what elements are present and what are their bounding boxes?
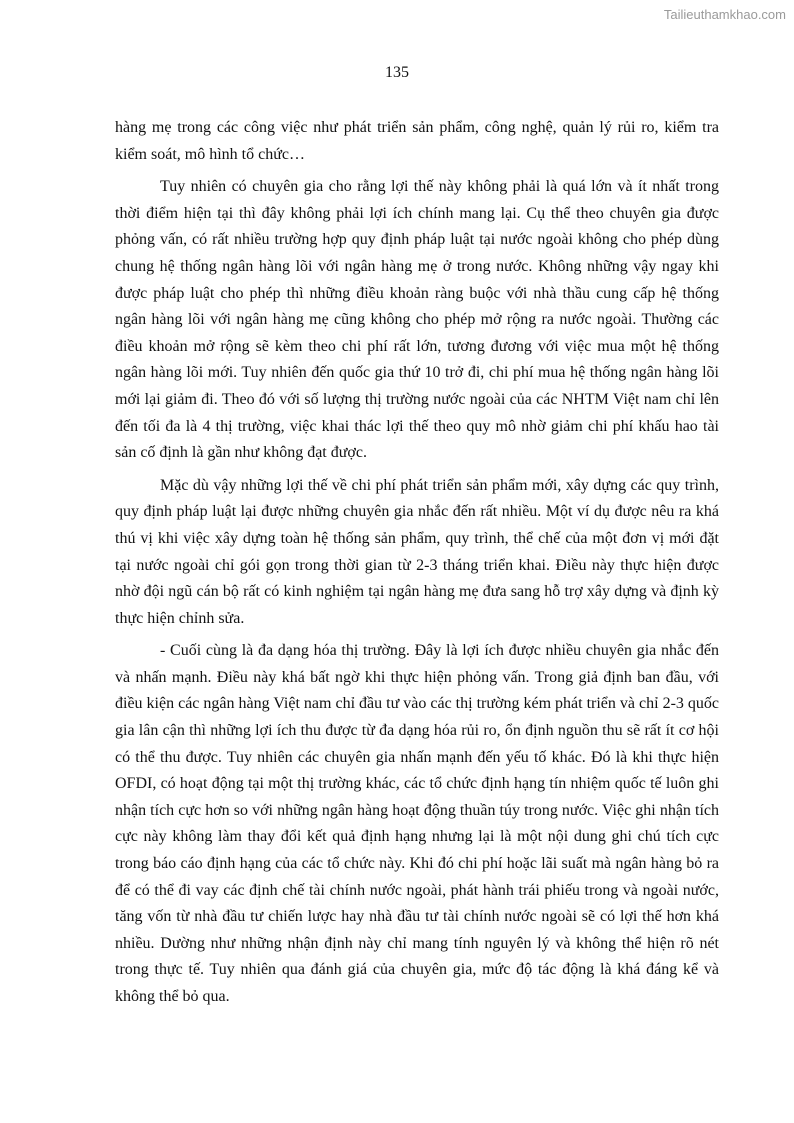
document-body bbox=[115, 115, 719, 1017]
page-number: 135 bbox=[385, 64, 409, 81]
paragraph-continuation: hàng mẹ trong các công việc như phát triển sản phẩm, công nghệ, quản lý rủi ro, kiểm tra kiểm soát, mô hình tổ chức… bbox=[115, 119, 719, 163]
paragraph: - Cuối cùng là đa dạng hóa thị trường. Đây là lợi ích được nhiều chuyên gia nhắc đến và nhấn mạnh. Điều này khá bất ngờ khi thực hiện phỏng vấn. Trong giả định ban đầu, với điều kiện các ngân hàng Việt nam chỉ đầu tư vào các thị trường kém phát triển và chỉ 2-3 quốc gia lân cận thì những lợi ích thu được từ đa dạng hóa rủi ro, ổn định nguồn thu sẽ rất ít cơ hội có thể thu được. Tuy nhiên các chuyên gia nhấn mạnh đến yếu tố khác. Đó là khi thực hiện OFDI, có hoạt động tại một thị trường khác, các tổ chức định hạng tín nhiệm quốc tế luôn ghi nhận tích cực hơn so với những ngân hàng hoạt động thuần túy trong nước. Việc ghi nhận tích cực này không làm thay đổi kết quả định hạng nhưng lại là một nội dung ghi chú tích cực trong báo cáo định hạng của các tổ chức này. Khi đó chi phí hoặc lãi suất mà ngân hàng bỏ ra để có thể đi vay các định chế tài chính nước ngoài, phát hành trái phiếu trong và ngoài nước, tăng vốn từ nhà đầu tư chiến lược hay nhà đầu tư tài chính nước ngoài sẽ có lợi thế hơn khá nhiều. Dường như những nhận định này chỉ mang tính nguyên lý và không thể hiện rõ nét trong thực tế. Tuy nhiên qua đánh giá của chuyên gia, mức độ tác động là khá đáng kể và không thể bỏ qua. bbox=[115, 642, 719, 1005]
watermark: Tailieuthamkhao.com bbox=[663, 7, 786, 22]
paragraph: Mặc dù vậy những lợi thế về chi phí phát triển sản phẩm mới, xây dựng các quy trình, quy định pháp luật lại được những chuyên gia nhắc đến rất nhiều. Một ví dụ được nêu ra khá thú vị khi việc xây dựng toàn hệ thống sản phẩm, quy trình, thể chế của một đơn vị mới đặt tại nước ngoài chỉ gói gọn trong thời gian từ 2-3 tháng triển khai. Điều này thực hiện được nhờ đội ngũ cán bộ rất có kinh nghiệm tại ngân hàng mẹ đưa sang hỗ trợ xây dựng và định kỳ thực hiện chỉnh sửa. bbox=[115, 476, 719, 627]
paragraph: Tuy nhiên có chuyên gia cho rằng lợi thế này không phải là quá lớn và ít nhất trong thời điểm hiện tại thì đây không phải lợi ích chính mang lại. Cụ thể theo chuyên gia được phỏng vấn, có rất nhiều trường hợp quy định pháp luật tại nước ngoài không cho phép dùng chung hệ thống ngân hàng lõi với ngân hàng mẹ ở trong nước. Không những vậy ngay khi được pháp luật cho phép thì những điều khoản ràng buộc với nhà thầu cung cấp hệ thống ngân hàng lõi với ngân hàng mẹ cũng không cho phép mở rộng ra nước ngoài. Thường các điều khoản mở rộng sẽ kèm theo chi phí rất lớn, tương đương với việc mua một hệ thống ngân hàng lõi mới. Tuy nhiên đến quốc gia thứ 10 trở đi, chi phí mua hệ thống ngân hàng lõi mới lại giảm đi. Theo đó với số lượng thị trường nước ngoài của các NHTM Việt nam chỉ lên đến tối đa là 4 thị trường, việc khai thác lợi thế theo quy mô nhờ giảm chi phí khấu hao tài sản cố định là gần như không đạt được. bbox=[115, 178, 719, 462]
